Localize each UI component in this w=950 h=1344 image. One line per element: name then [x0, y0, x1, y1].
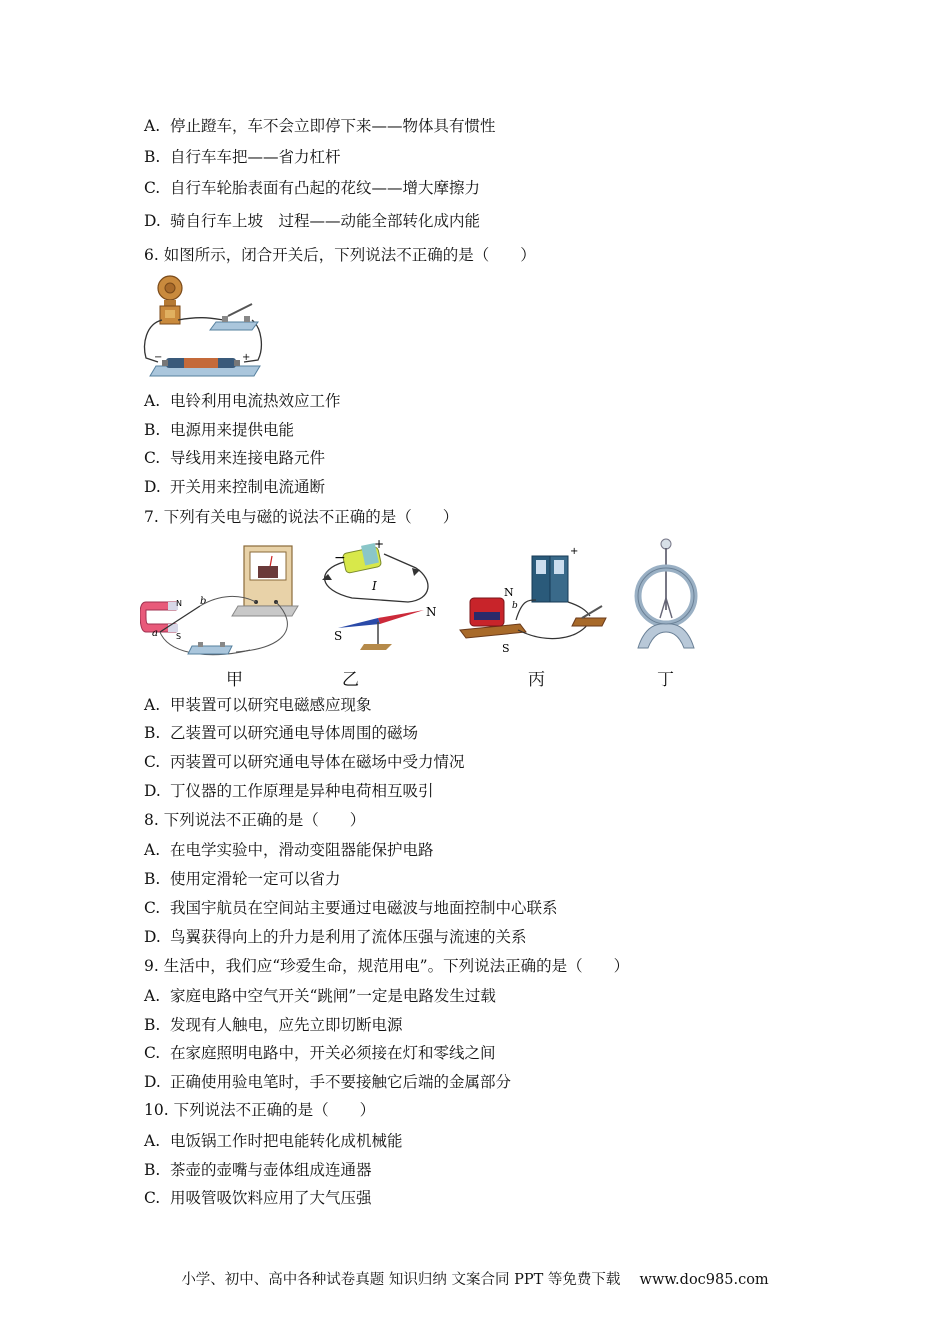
- q10-option-b: B. 茶壶的壶嘴与壶体组成连通器: [144, 1161, 372, 1179]
- q7-figure-jia: [140, 540, 310, 664]
- battery-icon: [334, 540, 384, 574]
- q6-option-c: C. 导线用来连接电路元件: [144, 449, 326, 467]
- q9-stem: 9. 生活中，我们应“珍爱生命，规范用电”。下列说法正确的是（ ）: [144, 957, 630, 975]
- magnet-n-label: N: [504, 586, 514, 599]
- q6-option-a: A. 电铃利用电流热效应工作: [144, 392, 341, 410]
- q8-option-a: A. 在电学实验中，滑动变阻器能保护电路: [144, 841, 434, 859]
- current-i-label: I: [372, 579, 377, 593]
- q9-option-c: C. 在家庭照明电路中，开关必须接在灯和零线之间: [144, 1044, 496, 1062]
- magnet-s-label: S: [502, 642, 510, 655]
- needle-s-label: S: [334, 629, 343, 643]
- q9-option-d: D. 正确使用验电笔时，手不要接触它后端的金属部分: [144, 1073, 512, 1091]
- needle-n-label: N: [426, 605, 437, 619]
- horseshoe-magnet-icon: [460, 586, 526, 655]
- battery-plus-label: +: [374, 540, 385, 551]
- battery-minus-label: −: [334, 550, 346, 566]
- q7-figure-bing: [456, 540, 612, 664]
- figure-label-ding: 丁: [657, 670, 674, 690]
- q7-option-c: C. 丙装置可以研究通电导体在磁场中受力情况: [144, 753, 465, 771]
- q5-option-a: A. 停止蹬车，车不会立即停下来——物体具有惯性: [144, 117, 496, 135]
- q6-option-d: D. 开关用来控制电流通断: [144, 478, 326, 496]
- q10-option-c: C. 用吸管吸饮料应用了大气压强: [144, 1189, 372, 1207]
- figure-label-yi: 乙: [342, 670, 359, 690]
- q8-option-d: D. 鸟翼获得向上的升力是利用了流体压强与流速的关系: [144, 928, 527, 946]
- point-b-label: b: [200, 596, 207, 607]
- q6-option-b: B. 电源用来提供电能: [144, 421, 295, 439]
- q7-option-a: A. 甲装置可以研究电磁感应现象: [144, 696, 372, 714]
- q7-figure-yi: [316, 540, 442, 664]
- q5-option-c: C. 自行车轮胎表面有凸起的花纹——增大摩擦力: [144, 179, 481, 197]
- figure-label-bing: 丙: [528, 670, 545, 690]
- switch-icon: [572, 606, 606, 626]
- point-b-label: b: [512, 601, 518, 611]
- magnet-n-label: N: [176, 599, 182, 608]
- q7-option-d: D. 丁仪器的工作原理是异种电荷相互吸引: [144, 782, 434, 800]
- galvanometer-icon: [232, 546, 298, 616]
- q5-option-d: D. 骑自行车上坡 过程——动能全部转化成内能: [144, 212, 481, 230]
- battery-plus-label: +: [242, 352, 251, 363]
- q8-stem: 8. 下列说法不正确的是（ ）: [144, 811, 366, 829]
- battery-icon: [150, 352, 260, 376]
- q5-option-b: B. 自行车车把——省力杠杆: [144, 148, 341, 166]
- switch-icon: [188, 642, 232, 654]
- page-footer: 小学、初中、高中各种试卷真题 知识归纳 文案合同 PPT 等免费下载 www.doc985.com: [181, 1272, 769, 1288]
- electroscope-icon: [638, 539, 694, 648]
- compass-needle-icon: [334, 605, 437, 650]
- battery-minus-label: −: [154, 352, 163, 363]
- q9-option-b: B. 发现有人触电，应先立即切断电源: [144, 1016, 403, 1034]
- figure-label-jia: 甲: [226, 670, 243, 690]
- q7-option-b: B. 乙装置可以研究通电导体周围的磁场: [144, 724, 419, 742]
- switch-icon: [210, 304, 258, 330]
- battery-plus-label: +: [570, 546, 579, 557]
- q7-figure-ding: [626, 536, 702, 664]
- q10-option-a: A. 电饭锅工作时把电能转化成机械能: [144, 1132, 403, 1150]
- point-a-label: a: [152, 628, 158, 639]
- q7-stem: 7. 下列有关电与磁的说法不正确的是（ ）: [144, 508, 459, 526]
- battery-pack-icon: [532, 546, 578, 602]
- q6-circuit-figure: [140, 272, 270, 384]
- u-magnet-icon: [140, 596, 206, 641]
- q8-option-c: C. 我国宇航员在空间站主要通过电磁波与地面控制中心联系: [144, 899, 558, 917]
- electric-bell-icon: [158, 276, 182, 324]
- q8-option-b: B. 使用定滑轮一定可以省力: [144, 870, 341, 888]
- q10-stem: 10. 下列说法不正确的是（ ）: [144, 1101, 376, 1119]
- q6-stem: 6. 如图所示，闭合开关后，下列说法不正确的是（ ）: [144, 246, 536, 264]
- magnet-s-label: S: [176, 632, 182, 641]
- q9-option-a: A. 家庭电路中空气开关“跳闸”一定是电路发生过载: [144, 987, 496, 1005]
